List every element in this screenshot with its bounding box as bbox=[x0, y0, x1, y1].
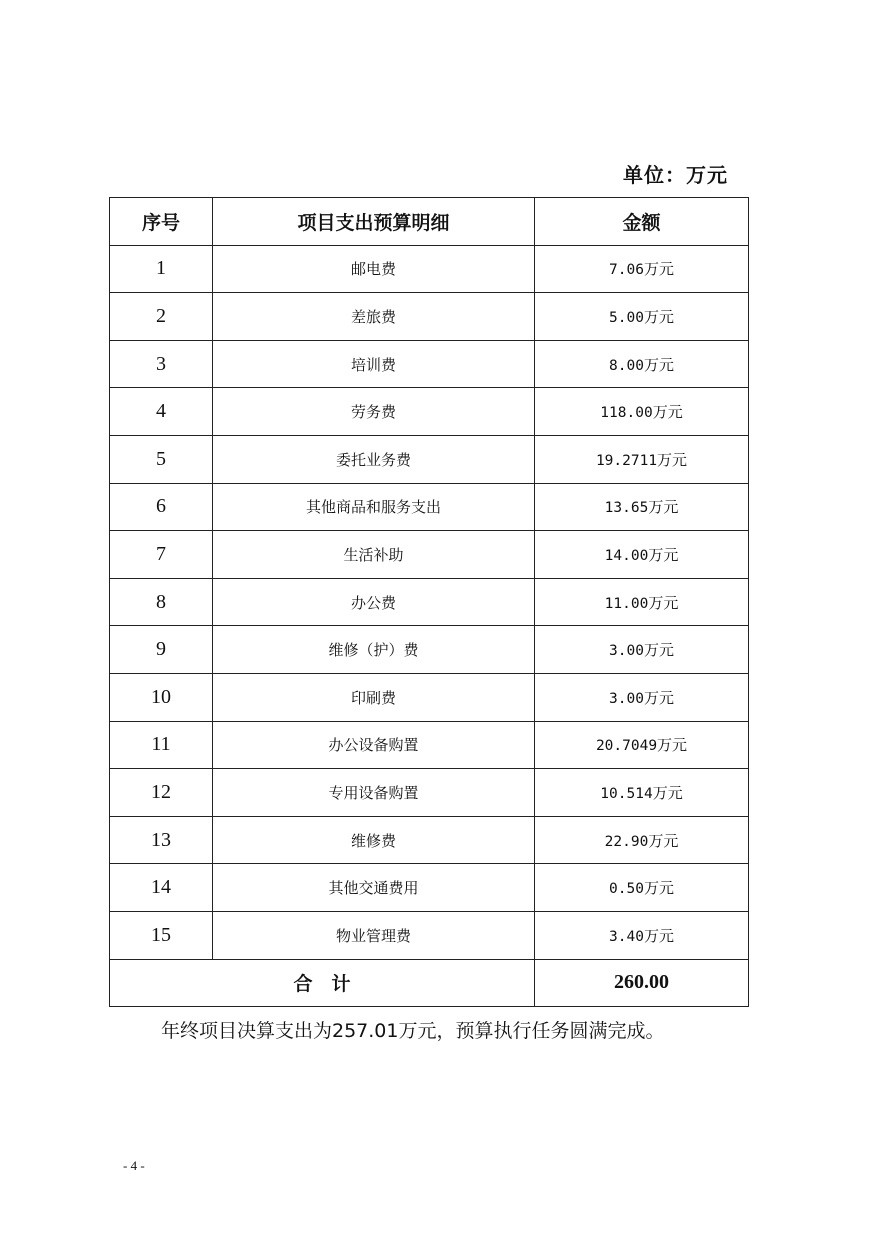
table-row bbox=[110, 388, 749, 436]
row-index: 5 bbox=[110, 435, 213, 483]
amount-value: 7.06 bbox=[609, 262, 644, 279]
row-index: 13 bbox=[110, 816, 213, 864]
unit-label: 单位：万元 bbox=[623, 163, 728, 187]
table-row bbox=[110, 293, 749, 341]
amount-value: 19.2711 bbox=[595, 452, 658, 469]
header-item: 项目支出预算明细 bbox=[213, 198, 535, 246]
row-amount bbox=[535, 245, 749, 293]
summary-note: 年终项目决算支出为257.01万元，预算执行任务圆满完成。 bbox=[161, 1020, 665, 1042]
amount-value: 3.00 bbox=[609, 690, 644, 707]
row-item: 印刷费 bbox=[213, 673, 535, 721]
header-amount: 金额 bbox=[535, 198, 749, 246]
row-amount bbox=[535, 816, 749, 864]
amount-unit: 万元 bbox=[643, 260, 674, 279]
row-amount bbox=[535, 435, 749, 483]
table-row bbox=[110, 721, 749, 769]
amount-unit: 万元 bbox=[652, 783, 683, 802]
row-item: 其他交通费用 bbox=[213, 864, 535, 912]
amount-value: 8.00 bbox=[609, 357, 644, 374]
row-amount bbox=[535, 340, 749, 388]
row-index: 12 bbox=[110, 769, 213, 817]
table-row bbox=[110, 531, 749, 579]
row-item: 专用设备购置 bbox=[213, 769, 535, 817]
amount-value: 5.00 bbox=[609, 309, 644, 326]
header-index: 序号 bbox=[110, 198, 213, 246]
amount-value: 14.00 bbox=[604, 547, 649, 564]
row-index: 3 bbox=[110, 340, 213, 388]
row-item: 办公设备购置 bbox=[213, 721, 535, 769]
row-item: 物业管理费 bbox=[213, 911, 535, 959]
row-index: 7 bbox=[110, 531, 213, 579]
amount-value: 3.40 bbox=[609, 928, 644, 945]
amount-unit: 万元 bbox=[648, 593, 679, 612]
row-index: 15 bbox=[110, 911, 213, 959]
row-index: 9 bbox=[110, 626, 213, 674]
row-index: 2 bbox=[110, 293, 213, 341]
row-index: 14 bbox=[110, 864, 213, 912]
row-index: 1 bbox=[110, 245, 213, 293]
row-index: 11 bbox=[110, 721, 213, 769]
row-index: 10 bbox=[110, 673, 213, 721]
amount-value: 13.65 bbox=[604, 500, 649, 517]
table-row bbox=[110, 864, 749, 912]
table-row bbox=[110, 673, 749, 721]
table-row bbox=[110, 245, 749, 293]
amount-value: 0.50 bbox=[609, 881, 644, 898]
table-row bbox=[110, 911, 749, 959]
amount-unit: 万元 bbox=[643, 307, 674, 326]
table-row bbox=[110, 578, 749, 626]
amount-unit: 万元 bbox=[643, 879, 674, 898]
row-item: 其他商品和服务支出 bbox=[213, 483, 535, 531]
row-item: 差旅费 bbox=[213, 293, 535, 341]
amount-unit: 万元 bbox=[643, 688, 674, 707]
row-index: 4 bbox=[110, 388, 213, 436]
row-amount bbox=[535, 721, 749, 769]
table-row bbox=[110, 769, 749, 817]
row-item: 维修（护）费 bbox=[213, 626, 535, 674]
amount-unit: 万元 bbox=[648, 498, 679, 517]
amount-unit: 万元 bbox=[643, 926, 674, 945]
table-row bbox=[110, 435, 749, 483]
table-row bbox=[110, 626, 749, 674]
row-index: 8 bbox=[110, 578, 213, 626]
amount-value: 20.7049 bbox=[595, 738, 658, 755]
page-number: - 4 - bbox=[123, 1158, 145, 1173]
row-item: 生活补助 bbox=[213, 531, 535, 579]
amount-value: 118.00 bbox=[600, 405, 653, 422]
amount-unit: 万元 bbox=[652, 403, 683, 422]
amount-unit: 万元 bbox=[657, 450, 688, 469]
budget-table bbox=[109, 197, 749, 1007]
amount-unit: 万元 bbox=[643, 355, 674, 374]
amount-unit: 万元 bbox=[648, 831, 679, 850]
amount-value: 3.00 bbox=[609, 643, 644, 660]
row-amount bbox=[535, 388, 749, 436]
row-item: 维修费 bbox=[213, 816, 535, 864]
row-item: 委托业务费 bbox=[213, 435, 535, 483]
amount-unit: 万元 bbox=[648, 545, 679, 564]
table-row bbox=[110, 816, 749, 864]
row-amount bbox=[535, 578, 749, 626]
row-amount bbox=[535, 673, 749, 721]
table-header-row bbox=[110, 198, 749, 246]
row-item: 邮电费 bbox=[213, 245, 535, 293]
total-row bbox=[110, 959, 749, 1007]
row-amount bbox=[535, 626, 749, 674]
row-amount bbox=[535, 864, 749, 912]
row-index: 6 bbox=[110, 483, 213, 531]
amount-value: 11.00 bbox=[604, 595, 649, 612]
table-row bbox=[110, 483, 749, 531]
amount-value: 22.90 bbox=[604, 833, 649, 850]
total-label: 合 计 bbox=[110, 959, 535, 1007]
amount-unit: 万元 bbox=[657, 736, 688, 755]
amount-value: 10.514 bbox=[600, 785, 653, 802]
row-amount bbox=[535, 769, 749, 817]
table-row bbox=[110, 340, 749, 388]
row-amount bbox=[535, 531, 749, 579]
row-item: 培训费 bbox=[213, 340, 535, 388]
row-amount bbox=[535, 483, 749, 531]
row-item: 办公费 bbox=[213, 578, 535, 626]
row-amount bbox=[535, 911, 749, 959]
total-amount: 260.00 bbox=[535, 959, 749, 1007]
row-amount bbox=[535, 293, 749, 341]
row-item: 劳务费 bbox=[213, 388, 535, 436]
amount-unit: 万元 bbox=[643, 641, 674, 660]
